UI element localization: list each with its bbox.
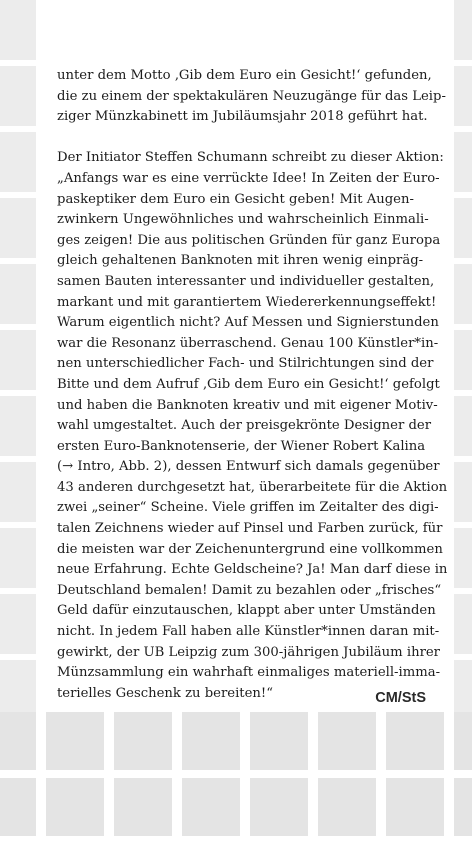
text-line: talen Zeichnens wieder auf Pinsel und Farben zurück, für — [57, 521, 443, 537]
background-tile — [46, 712, 104, 770]
text-line: zwinkern Ungewöhnliches und wahrscheinlich Einmali- — [57, 212, 429, 228]
text-line: (→ Intro, Abb. 2), dessen Entwurf sich damals gegenüber — [57, 459, 440, 475]
background-tile — [454, 66, 472, 126]
text-line: Bitte und dem Aufruf ‚Gib dem Euro ein Gesicht!‘ gefolgt — [57, 376, 440, 392]
background-tile — [0, 66, 36, 126]
background-tile — [454, 264, 472, 324]
background-tile — [0, 528, 36, 588]
text-line: ersten Euro-Banknotenserie, der Wiener Robert Kalina — [57, 438, 426, 454]
author-signature: CM/StS — [375, 690, 426, 706]
text-line: ges zeigen! Die aus politischen Gründen für ganz Europa — [57, 232, 441, 248]
background-tile — [454, 132, 472, 192]
paragraph-spacer — [57, 128, 437, 149]
text-line: Deutschland bemalen! Damit zu bezahlen oder „frisches“ — [57, 582, 442, 598]
text-line: wahl umgestaltet. Auch der preisgekrönte Designer der — [57, 418, 432, 434]
text-line: Geld dafür einzutauschen, klappt aber unter Umständen — [57, 603, 436, 619]
background-tile — [386, 712, 444, 770]
text-line: markant und mit garantiertem Wiedererkennungseffekt! — [57, 294, 437, 310]
text-line: zwei „seiner“ Scheine. Viele griffen im Zeitalter des digi- — [57, 500, 439, 516]
background-tile — [0, 594, 36, 654]
background-tile — [454, 528, 472, 588]
background-tile — [46, 778, 104, 836]
page-bottom-edge — [0, 836, 472, 843]
text-line: „Anfangs war es eine verrückte Idee! In Zeiten der Euro- — [57, 170, 440, 186]
background-tile — [0, 396, 36, 456]
background-tile — [0, 0, 36, 60]
text-line: Warum eigentlich nicht? Auf Messen und Signierstunden — [57, 315, 439, 331]
background-tile — [0, 264, 36, 324]
text-line: nen unterschiedlicher Fach- und Stilrichtungen sind der — [57, 356, 434, 372]
text-line: 43 anderen durchgesetzt hat, überarbeitete für die Aktion — [57, 479, 448, 495]
background-tile — [0, 712, 36, 770]
background-tile — [454, 396, 472, 456]
text-line: neue Erfahrung. Echte Geldscheine? Ja! Man darf diese in — [57, 562, 448, 578]
background-tile — [454, 778, 472, 836]
background-tile — [454, 594, 472, 654]
background-tile — [0, 330, 36, 390]
background-tile — [318, 778, 376, 836]
text-line: die meisten war der Zeichenuntergrund eine vollkommen — [57, 541, 443, 557]
background-tile — [0, 660, 36, 720]
text-line: gleich gehaltenen Banknoten mit ihren wenig einpräg- — [57, 253, 424, 269]
background-tile — [386, 778, 444, 836]
background-tile — [250, 778, 308, 836]
background-tile — [250, 712, 308, 770]
text-line: und haben die Banknoten kreativ und mit eigener Motiv- — [57, 397, 438, 413]
background-tile — [0, 132, 36, 192]
text-line: paskeptiker dem Euro ein Gesicht geben! Mit Augen- — [57, 191, 414, 207]
text-line: Münzsammlung ein wahrhaft einmaliges materiell-imma- — [57, 665, 441, 681]
background-tile — [0, 198, 36, 258]
text-line: terielles Geschenk zu bereiten!“ — [57, 685, 273, 701]
text-line: Der Initiator Steffen Schumann schreibt zu dieser Aktion: — [57, 150, 444, 166]
background-tile — [454, 0, 472, 60]
article-body — [57, 66, 448, 704]
paragraph-1 — [57, 66, 446, 128]
background-tile — [454, 462, 472, 522]
background-tile — [114, 778, 172, 836]
text-line: war die Resonanz überraschend. Genau 100 Künstler*in- — [57, 335, 439, 351]
background-tile — [0, 462, 36, 522]
background-tile — [182, 712, 240, 770]
background-tile — [454, 712, 472, 770]
background-tile — [114, 712, 172, 770]
background-tile — [454, 660, 472, 720]
text-line: die zu einem der spektakulären Neuzugänge für das Leip- — [57, 88, 446, 104]
paragraph-2 — [57, 148, 448, 704]
background-tile — [454, 330, 472, 390]
text-line: samen Bauten interessanter und individueller gestalten, — [57, 273, 435, 289]
background-tile — [454, 198, 472, 258]
background-tile — [0, 778, 36, 836]
text-line: ziger Münzkabinett im Jubiläumsjahr 2018 geführt hat. — [57, 109, 428, 125]
background-tile — [182, 778, 240, 836]
text-line: nicht. In jedem Fall haben alle Künstler*innen daran mit- — [57, 624, 440, 640]
text-line: gewirkt, der UB Leipzig zum 300-jährigen Jubiläum ihrer — [57, 644, 440, 660]
background-tile — [318, 712, 376, 770]
text-line: unter dem Motto ‚Gib dem Euro ein Gesicht!‘ gefunden, — [57, 68, 432, 83]
